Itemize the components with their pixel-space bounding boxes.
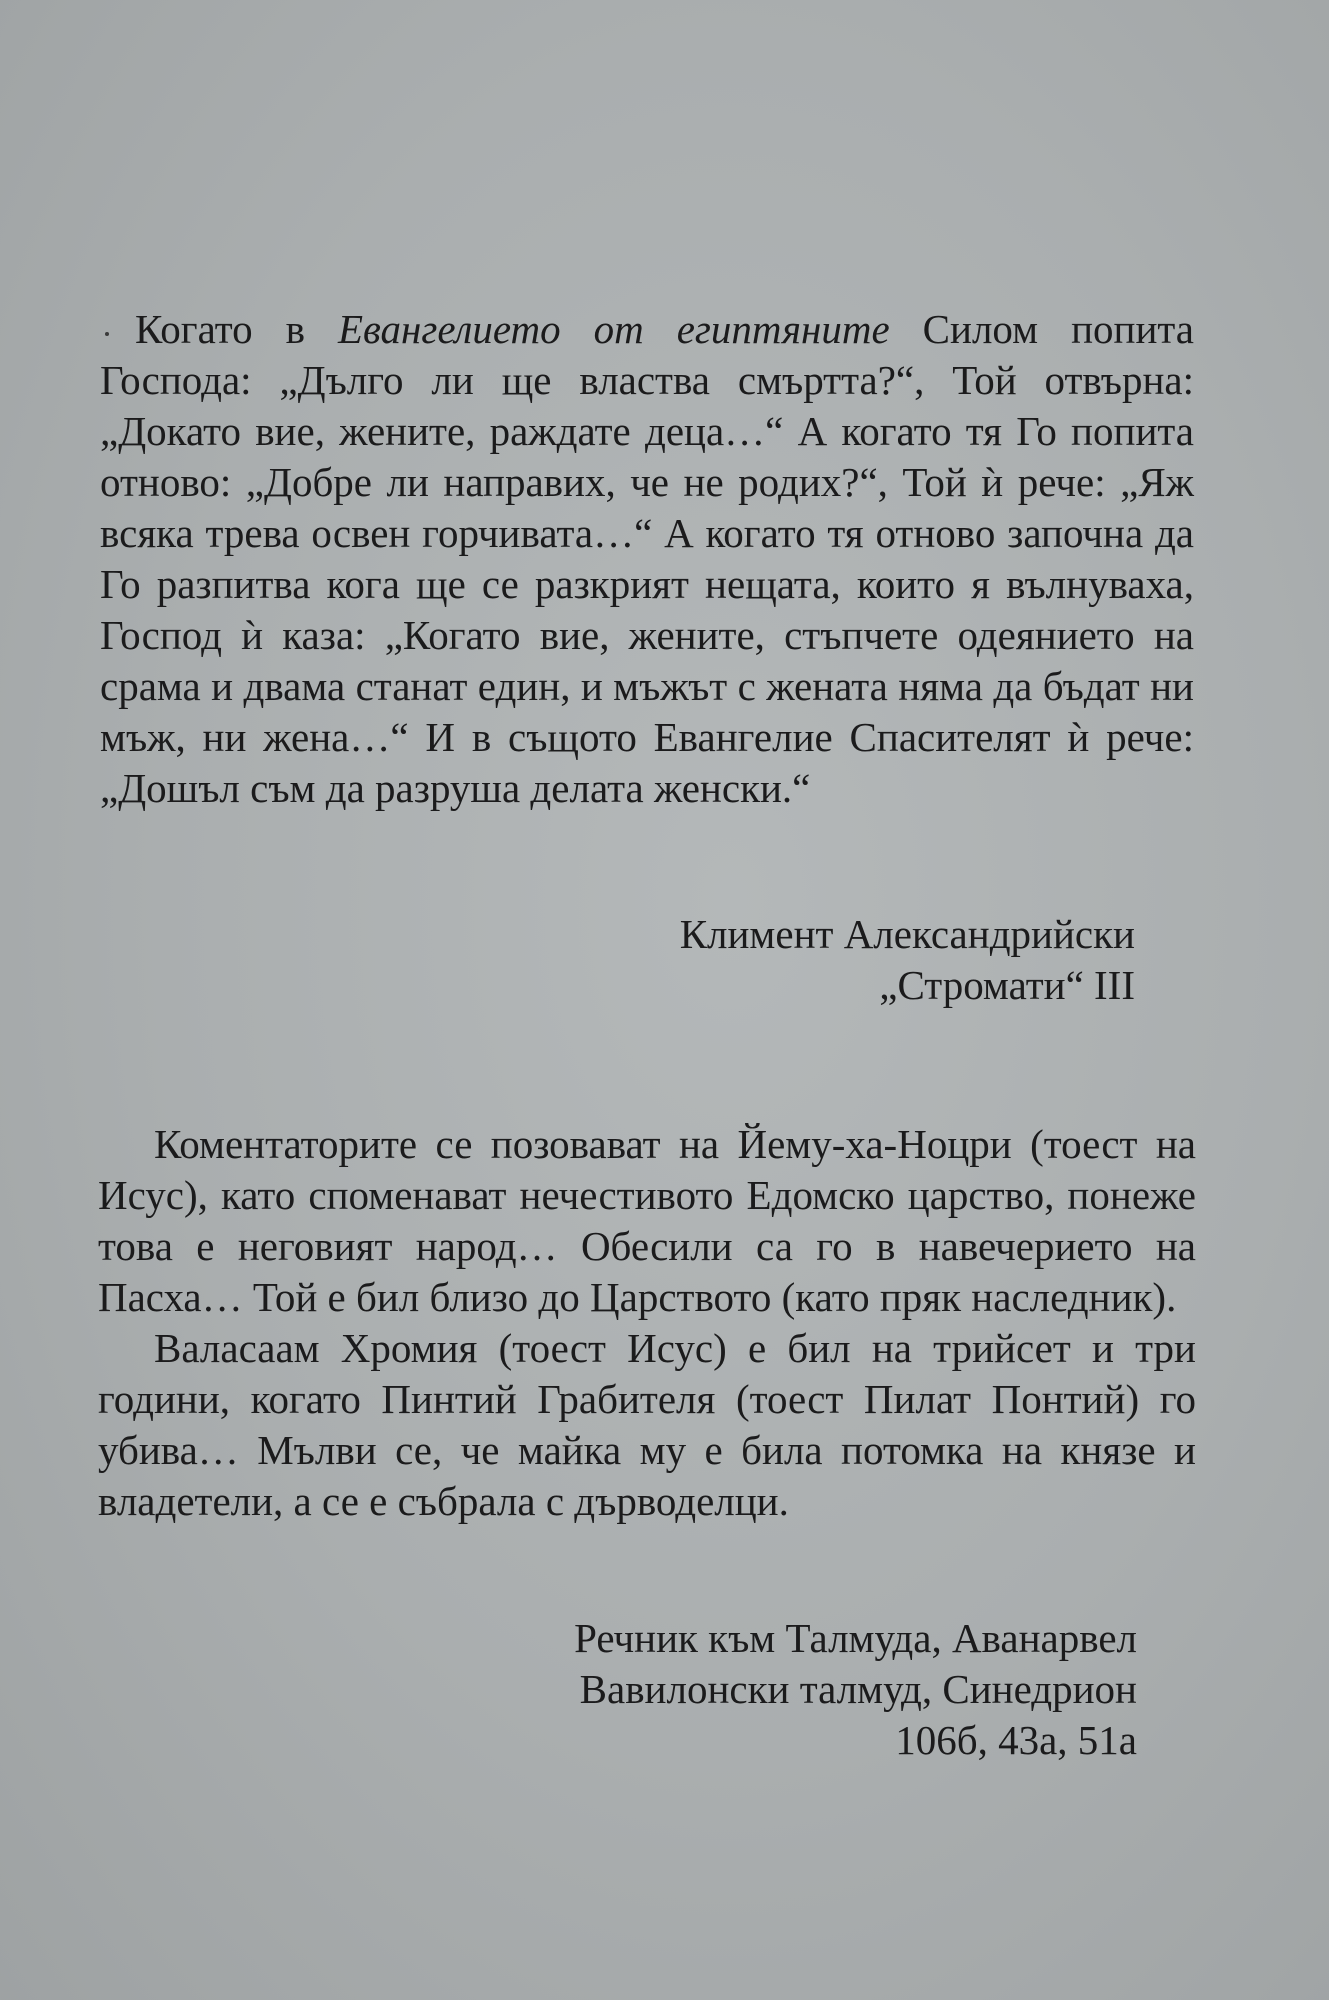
attribution-2-line-1: Речник към Талмуда, Аванарвел [574, 1615, 1137, 1661]
epigraph-attribution-1 [400, 909, 1135, 1011]
attribution-2-line-2: Вавилонски талмуд, Синедрион [579, 1666, 1137, 1712]
epigraph-quote-1 [100, 304, 1194, 814]
attribution-1-author: Климент Александрийски [679, 911, 1135, 957]
quote-1-work-title: Евангелието от египтяните [337, 306, 890, 352]
attribution-2-line-3: 106б, 43а, 51а [895, 1717, 1137, 1763]
epigraph-quote-2 [98, 1119, 1196, 1527]
epigraph-attribution-2 [380, 1613, 1137, 1766]
quote-2-paragraph-1: Коментаторите се позовават на Йему-ха-Ноцри (тоест на Исус), като споменават нечестивото Едомско царство, понеже това е неговият народ… Обесили са го в навечерието на Пасха… Той е бил близо до Царството (като пряк наследник). [98, 1121, 1196, 1320]
quote-1-text-rest: Силом попита Господа: „Дълго ли ще властва смъртта?“, Той отвърна: „Докато вие, жените, раждате деца…“ А когато тя Го попита отново: „Добре ли направих, че не родих?“, Той ѝ рече: „Яж всяка трева освен горчивата…“ А когато тя отново започна да Го разпитва кога ще се разкрият нещата, които я вълнуваха, Господ ѝ каза: „Когато вие, жените, стъпчете одеянието на срама и двама станат един, и мъжът с жената няма да бъдат ни мъж, ни жена…“ И в същото Евангелие Спасителят ѝ рече: „Дошъл съм да разруша делата женски.“ [100, 306, 1195, 811]
quote-1-text-start: Когато в [135, 306, 338, 352]
quote-1-paragraph [100, 304, 1194, 814]
attribution-1-work: „Стромати“ III [879, 962, 1135, 1008]
quote-2-paragraph-2: Валасаам Хромия (тоест Исус) е бил на трийсет и три години, когато Пинтий Грабителя (тоест Пилат Понтий) го убива… Мълви се, че майка му е била потомка на князе и владетели, а се е събрала с дърводелци. [98, 1325, 1196, 1524]
